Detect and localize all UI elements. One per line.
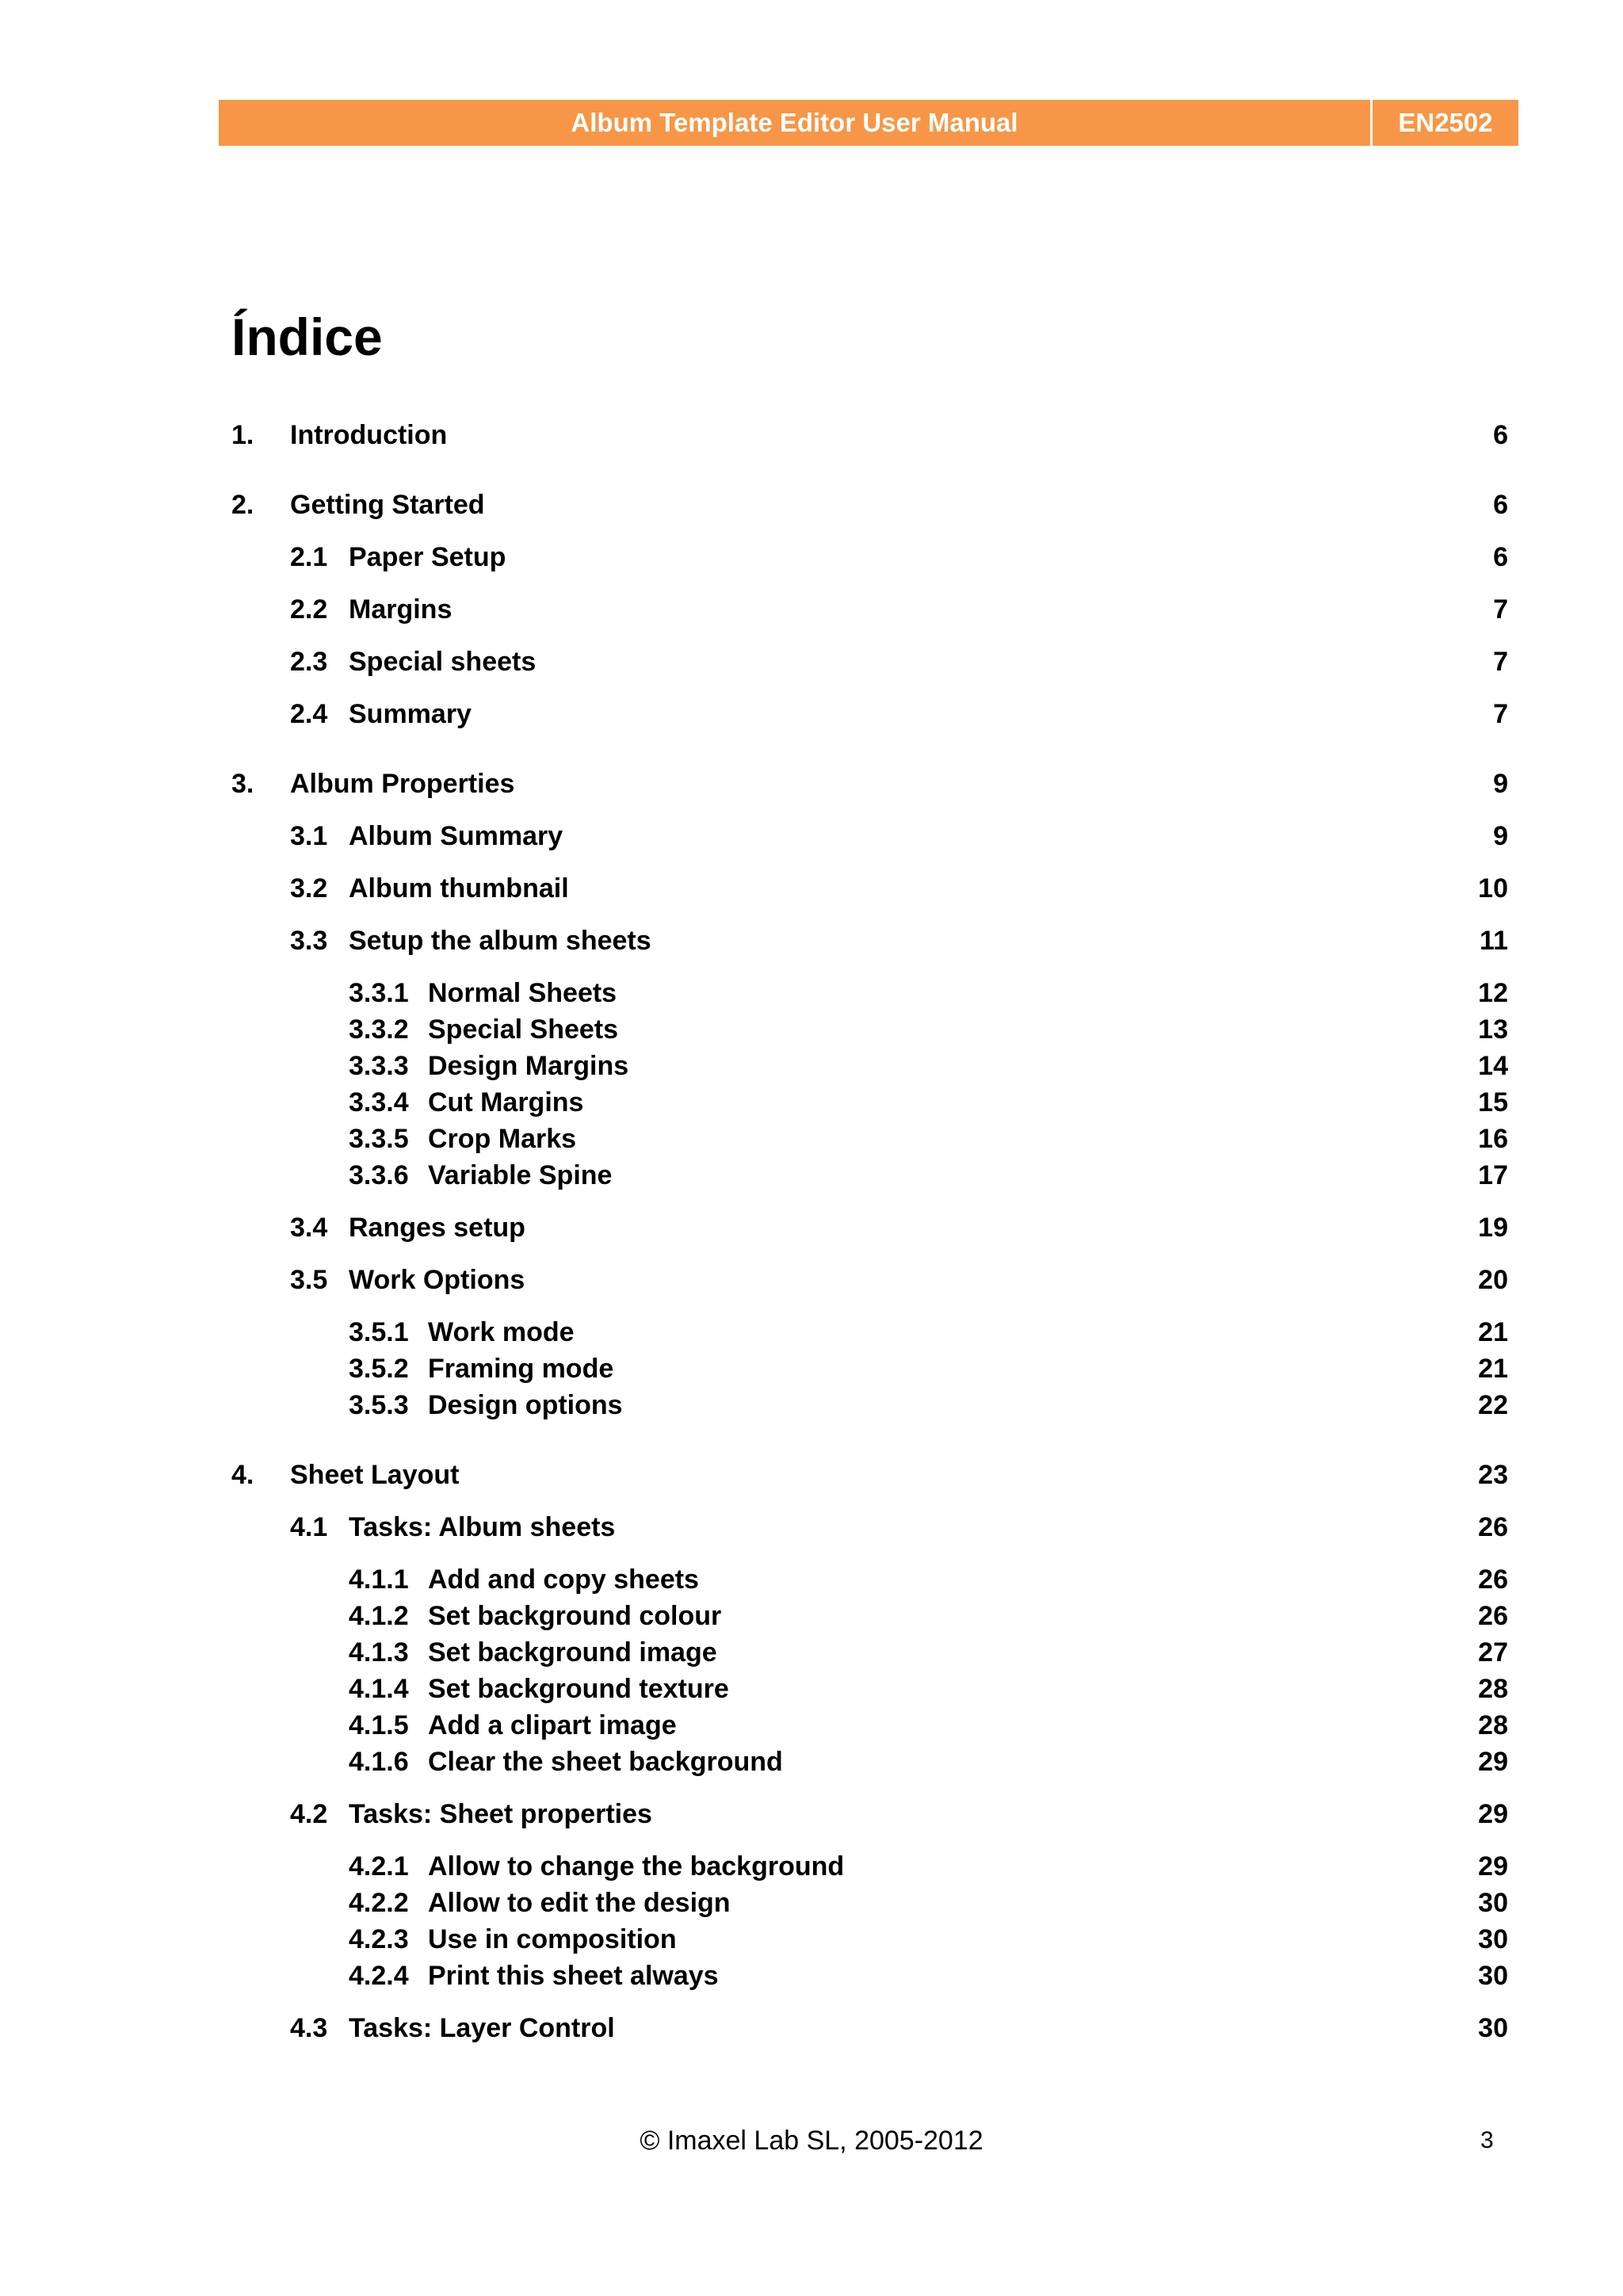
toc-entry-title: Tasks: Sheet properties xyxy=(349,1799,652,1829)
toc-entry[interactable] xyxy=(0,1797,1623,1831)
toc-entry-page: 28 xyxy=(1478,1674,1508,1704)
toc-entry-title: Paper Setup xyxy=(349,542,506,572)
toc-entry-page: 21 xyxy=(1478,1317,1508,1347)
toc-entry[interactable] xyxy=(0,1458,1623,1492)
toc-entry-page: 9 xyxy=(1493,821,1508,851)
toc-entry-title: Framing mode xyxy=(428,1354,614,1384)
toc-entry-title: Setup the album sheets xyxy=(349,926,651,956)
toc-entry-title: Margins xyxy=(349,594,453,625)
header-document-code: EN2502 xyxy=(1373,100,1518,146)
toc-entry[interactable] xyxy=(0,1049,1623,1083)
toc-entry[interactable] xyxy=(0,541,1623,574)
toc-entry-number: 2.4 xyxy=(290,699,328,729)
toc-entry-number: 3.5.1 xyxy=(349,1317,409,1347)
toc-entry[interactable] xyxy=(0,1959,1623,1992)
toc-entry[interactable] xyxy=(0,1636,1623,1669)
toc-entry-number: 3.3.1 xyxy=(349,978,409,1008)
toc-entry-number: 3. xyxy=(231,769,254,799)
toc-entry-title: Add a clipart image xyxy=(428,1710,677,1740)
toc-entry-number: 3.4 xyxy=(290,1213,328,1243)
toc-entry[interactable] xyxy=(0,872,1623,905)
toc-entry-number: 4.1 xyxy=(290,1512,328,1542)
toc-entry[interactable] xyxy=(0,1211,1623,1244)
toc-entry-title: Add and copy sheets xyxy=(428,1564,699,1595)
toc-entry-title: Work mode xyxy=(428,1317,575,1347)
toc-entry-title: Introduction xyxy=(290,420,448,450)
toc-entry-title: Set background image xyxy=(428,1637,717,1668)
toc-entry[interactable] xyxy=(0,1745,1623,1778)
toc-entry-page: 29 xyxy=(1478,1851,1508,1881)
toc-entry[interactable] xyxy=(0,924,1623,957)
toc-entry-title: Variable Spine xyxy=(428,1160,613,1190)
toc-entry-page: 30 xyxy=(1478,1961,1508,1991)
toc-entry[interactable] xyxy=(0,1122,1623,1156)
toc-entry-title: Set background colour xyxy=(428,1601,722,1631)
toc-entry[interactable] xyxy=(0,418,1623,452)
toc-entry-page: 29 xyxy=(1478,1747,1508,1777)
toc-entry-number: 2. xyxy=(231,490,254,520)
toc-entry-title: Normal Sheets xyxy=(428,978,617,1008)
toc-entry-title: Cut Margins xyxy=(428,1087,584,1117)
toc-entry-title: Album Summary xyxy=(349,821,563,851)
toc-entry-number: 4.2.3 xyxy=(349,1924,409,1954)
toc-entry-title: Use in composition xyxy=(428,1924,677,1954)
toc-entry-page: 28 xyxy=(1478,1710,1508,1740)
toc-entry[interactable] xyxy=(0,1263,1623,1297)
toc-entry-number: 4.2.1 xyxy=(349,1851,409,1881)
toc-entry-title: Print this sheet always xyxy=(428,1961,719,1991)
toc-entry-number: 4.1.5 xyxy=(349,1710,409,1740)
toc-entry-page: 17 xyxy=(1478,1160,1508,1190)
toc-entry[interactable] xyxy=(0,1316,1623,1349)
toc-entry[interactable] xyxy=(0,1672,1623,1706)
toc-entry[interactable] xyxy=(0,1563,1623,1596)
toc-entry-title: Getting Started xyxy=(290,490,485,520)
toc-entry[interactable] xyxy=(0,1709,1623,1742)
toc-entry-number: 4.1.1 xyxy=(349,1564,409,1595)
toc-entry-number: 2.1 xyxy=(290,542,328,572)
toc-entry-title: Album Properties xyxy=(290,769,515,799)
toc-entry-title: Allow to edit the design xyxy=(428,1888,731,1918)
toc-entry[interactable] xyxy=(0,1923,1623,1956)
toc-entry[interactable] xyxy=(0,2011,1623,2045)
toc-entry[interactable] xyxy=(0,1599,1623,1633)
toc-entry-number: 3.3.2 xyxy=(349,1014,409,1045)
toc-entry-number: 3.3 xyxy=(290,926,328,956)
toc-entry-number: 3.1 xyxy=(290,821,328,851)
toc-entry[interactable] xyxy=(0,1159,1623,1192)
toc-entry-page: 7 xyxy=(1493,699,1508,729)
toc-entry[interactable] xyxy=(0,819,1623,853)
toc-entry-number: 1. xyxy=(231,420,254,450)
toc-entry-page: 14 xyxy=(1478,1051,1508,1081)
toc-entry-page: 22 xyxy=(1478,1390,1508,1420)
toc-entry-page: 19 xyxy=(1478,1213,1508,1243)
toc-entry-title: Ranges setup xyxy=(349,1213,525,1243)
toc-entry[interactable] xyxy=(0,488,1623,521)
toc-entry-title: Tasks: Album sheets xyxy=(349,1512,616,1542)
toc-entry-title: Summary xyxy=(349,699,472,729)
toc-entry[interactable] xyxy=(0,1389,1623,1422)
toc-entry-page: 6 xyxy=(1493,490,1508,520)
toc-entry-page: 20 xyxy=(1478,1265,1508,1295)
toc-entry[interactable] xyxy=(0,1086,1623,1119)
toc-entry-page: 6 xyxy=(1493,542,1508,572)
toc-entry-page: 6 xyxy=(1493,420,1508,450)
toc-entry-title: Crop Marks xyxy=(428,1124,577,1154)
toc-entry-title: Allow to change the background xyxy=(428,1851,845,1881)
toc-entry-number: 3.3.3 xyxy=(349,1051,409,1081)
toc-entry[interactable] xyxy=(0,1013,1623,1046)
toc-entry-page: 30 xyxy=(1478,2013,1508,2043)
toc-entry-number: 3.2 xyxy=(290,873,328,904)
toc-entry-page: 29 xyxy=(1478,1799,1508,1829)
toc-entry-number: 4.1.6 xyxy=(349,1747,409,1777)
toc-entry-number: 4.1.2 xyxy=(349,1601,409,1631)
toc-entry-title: Album thumbnail xyxy=(349,873,569,904)
toc-entry-number: 3.5.2 xyxy=(349,1354,409,1384)
toc-entry-number: 3.5 xyxy=(290,1265,328,1295)
toc-entry[interactable] xyxy=(0,1886,1623,1920)
toc-entry-page: 30 xyxy=(1478,1888,1508,1918)
toc-entry-page: 13 xyxy=(1478,1014,1508,1045)
footer-page-number: 3 xyxy=(1480,2127,1494,2153)
toc-entry[interactable] xyxy=(0,1850,1623,1883)
toc-entry-page: 7 xyxy=(1493,647,1508,677)
toc-entry-page: 10 xyxy=(1478,873,1508,904)
toc-entry-page: 27 xyxy=(1478,1637,1508,1668)
toc-entry-title: Design options xyxy=(428,1390,623,1420)
toc-entry-page: 26 xyxy=(1478,1601,1508,1631)
toc-entry-page: 26 xyxy=(1478,1564,1508,1595)
toc-entry-title: Special Sheets xyxy=(428,1014,619,1045)
toc-entry-title: Tasks: Layer Control xyxy=(349,2013,615,2043)
toc-entry-number: 4.2.4 xyxy=(349,1961,409,1991)
toc-entry-page: 23 xyxy=(1478,1460,1508,1490)
toc-entry-number: 4.3 xyxy=(290,2013,328,2043)
toc-entry-title: Design Margins xyxy=(428,1051,629,1081)
toc-entry[interactable] xyxy=(0,1352,1623,1385)
toc-entry-title: Special sheets xyxy=(349,647,537,677)
footer-copyright: © Imaxel Lab SL, 2005-2012 xyxy=(640,2126,983,2156)
toc-entry-page: 30 xyxy=(1478,1924,1508,1954)
toc-entry-page: 11 xyxy=(1480,926,1508,956)
toc-entry-page: 21 xyxy=(1478,1354,1508,1384)
toc-entry-number: 3.3.5 xyxy=(349,1124,409,1154)
toc-entry-number: 2.2 xyxy=(290,594,328,625)
toc-entry-number: 3.3.6 xyxy=(349,1160,409,1190)
toc-entry-number: 4.2 xyxy=(290,1799,328,1829)
header-title: Album Template Editor User Manual xyxy=(219,100,1370,146)
toc-entry[interactable] xyxy=(0,697,1623,731)
toc-entry-number: 4. xyxy=(231,1460,254,1490)
toc-entry-title: Clear the sheet background xyxy=(428,1747,783,1777)
toc-entry-page: 26 xyxy=(1478,1512,1508,1542)
toc-entry-page: 9 xyxy=(1493,769,1508,799)
toc-entry-number: 4.2.2 xyxy=(349,1888,409,1918)
toc-entry-page: 7 xyxy=(1493,594,1508,625)
toc-entry[interactable] xyxy=(0,593,1623,626)
toc-entry[interactable] xyxy=(0,767,1623,800)
toc-entry-number: 4.1.4 xyxy=(349,1674,409,1704)
toc-entry[interactable] xyxy=(0,645,1623,678)
toc-entry-page: 12 xyxy=(1478,978,1508,1008)
toc-entry-page: 16 xyxy=(1478,1124,1508,1154)
toc-entry-title: Sheet Layout xyxy=(290,1460,460,1490)
toc-entry-title: Set background texture xyxy=(428,1674,729,1704)
toc-entry-number: 3.5.3 xyxy=(349,1390,409,1420)
toc-entry-number: 3.3.4 xyxy=(349,1087,409,1117)
toc-entry-page: 15 xyxy=(1478,1087,1508,1117)
toc-entry-title: Work Options xyxy=(349,1265,525,1295)
toc-entry[interactable] xyxy=(0,976,1623,1010)
toc-entry-number: 4.1.3 xyxy=(349,1637,409,1668)
toc-entry-number: 2.3 xyxy=(290,647,328,677)
page-title: Índice xyxy=(231,308,383,366)
toc-entry[interactable] xyxy=(0,1511,1623,1544)
